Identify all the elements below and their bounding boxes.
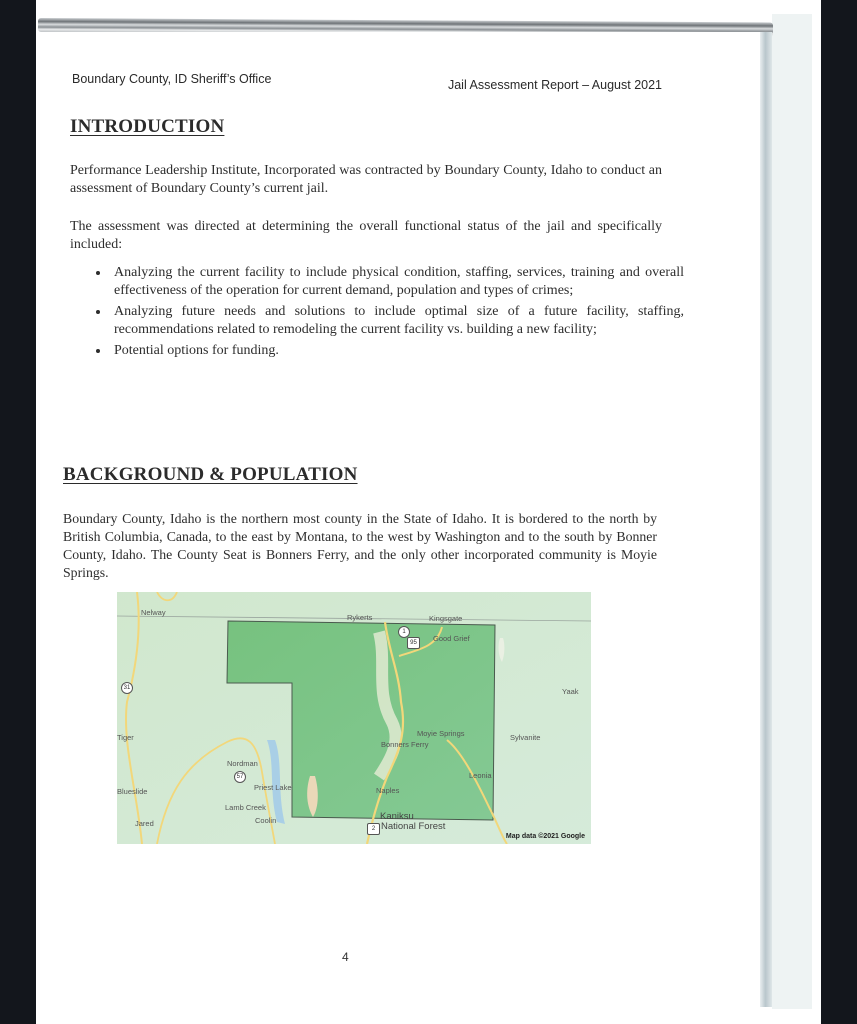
map-label-rykerts: Rykerts bbox=[347, 613, 373, 622]
list-item: • Analyzing future needs and solutions to include optimal size of a future facility, staffing, recommendations related to remodeling the current facility vs. building a new facility; bbox=[110, 303, 684, 339]
binder-spine bbox=[760, 32, 772, 1007]
assessment-scope-list bbox=[88, 264, 684, 363]
map-label-national-forest: National Forest bbox=[381, 821, 446, 832]
map-label-nelway: Nelway bbox=[141, 608, 166, 617]
map-label-priest-lake: Priest Lake bbox=[254, 783, 292, 792]
header-organization: Boundary County, ID Sheriff’s Office bbox=[72, 72, 272, 86]
map-label-kaniksu: Kaniksu bbox=[380, 811, 414, 822]
county-map bbox=[117, 592, 591, 844]
map-label-blueslide: Blueslide bbox=[117, 787, 148, 796]
route-31-shield-icon: 31 bbox=[121, 682, 133, 694]
map-attribution: Map data ©2021 Google bbox=[505, 833, 585, 840]
map-label-bonners-ferry: Bonners Ferry bbox=[381, 740, 429, 749]
map-label-moyie-springs: Moyie Springs bbox=[417, 729, 465, 738]
map-label-tiger: Tiger bbox=[117, 733, 134, 742]
introduction-paragraph: Performance Leadership Institute, Incorporated was contracted by Boundary County, Idaho to conduct an assessment of Boundary County’s current jail. bbox=[70, 163, 662, 196]
header-report-title: Jail Assessment Report – August 2021 bbox=[447, 78, 662, 92]
running-header bbox=[72, 72, 662, 92]
route-2-shield-icon: 2 bbox=[367, 823, 380, 835]
map-label-good-grief: Good Grief bbox=[433, 634, 470, 643]
map-graphic bbox=[117, 592, 591, 844]
route-1-shield-icon: 1 bbox=[398, 626, 410, 638]
map-label-nordman: Nordman bbox=[227, 759, 258, 768]
background-paragraph: Boundary County, Idaho is the northern most county in the State of Idaho. It is bordered to the north by British Columbia, Canada, to the east by Montana, to the west by Washington and to the south by Bonner County, Idaho. The County Seat is Bonners Ferry, and the only other incorporated community is Moyie Springs. bbox=[63, 511, 657, 580]
map-label-kingsgate: Kingsgate bbox=[429, 614, 463, 623]
map-label-jared: Jared bbox=[135, 819, 154, 828]
map-label-sylvanite: Sylvanite bbox=[510, 733, 541, 742]
route-57-shield-icon: 57 bbox=[234, 771, 246, 783]
map-label-naples: Naples bbox=[376, 786, 400, 795]
map-label-yaak: Yaak bbox=[562, 687, 579, 696]
introduction-heading: INTRODUCTION bbox=[70, 116, 225, 137]
page-edge-shadow bbox=[772, 14, 812, 1009]
background-heading: BACKGROUND & POPULATION bbox=[63, 464, 358, 485]
map-label-lamb-creek: Lamb Creek bbox=[225, 803, 266, 812]
route-95-shield-icon: 95 bbox=[407, 637, 420, 649]
page-number: 4 bbox=[342, 950, 349, 964]
introduction-paragraph: The assessment was directed at determining the overall functional status of the jail and specifically included: bbox=[70, 219, 662, 252]
document-page bbox=[40, 32, 760, 1017]
map-label-coolin: Coolin bbox=[255, 816, 277, 825]
map-label-leonia: Leonia bbox=[469, 771, 492, 780]
list-item: • Potential options for funding. bbox=[110, 342, 684, 360]
list-item: • Analyzing the current facility to include physical condition, staffing, services, training and overall effectiveness of the operation for current demand, population and types of crimes; bbox=[110, 264, 684, 300]
